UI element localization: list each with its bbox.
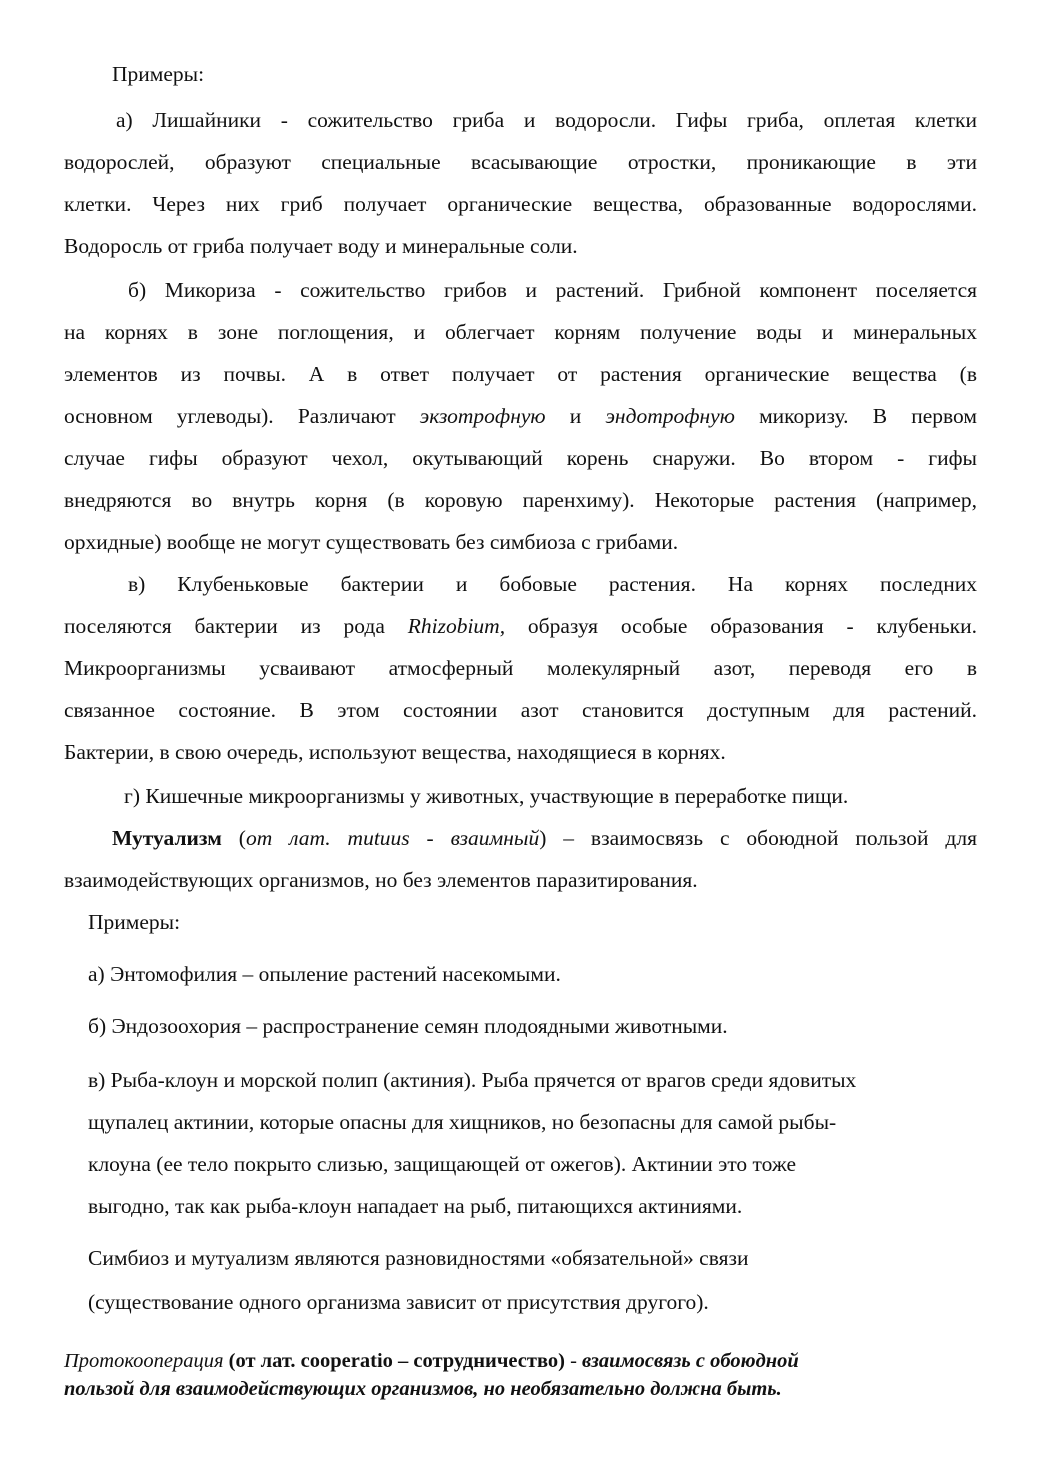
examples-heading-1: Примеры:	[112, 62, 205, 86]
protocooperation-line-1	[64, 1350, 977, 1373]
clownfish-line-1: в) Рыба-клоун и морской полип (актиния). Рыба прячется от врагов среди ядовитых	[88, 1068, 857, 1092]
protocooperation-line-2	[64, 1378, 977, 1401]
nodule-line-3: Микроорганизмы усваивают атмосферный молекулярный азот, переводя его в	[64, 656, 977, 680]
summary-line-2: (существование одного организма зависит от присутствия другого).	[88, 1290, 709, 1314]
mutualism-etymology: от лат. mutuus - взаимный	[245, 826, 540, 850]
mycorrhiza-line-5: случае гифы образуют чехол, окутывающий корень снаружи. Во втором - гифы	[64, 446, 977, 470]
nodule-line-5: Бактерии, в свою очередь, используют вещества, находящиеся в корнях.	[64, 740, 726, 764]
nodule-text: поселяются бактерии из рода	[64, 614, 408, 638]
mycorrhiza-text: основном углеводы). Различают	[64, 404, 420, 428]
lichens-line-1: а) Лишайники - сожительство гриба и водоросли. Гифы гриба, оплетая клетки	[116, 108, 977, 132]
mycorrhiza-text: и	[545, 404, 606, 428]
lichens-line-2: водорослей, образуют специальные всасывающие отростки, проникающие в эти	[64, 150, 977, 174]
mutualism-line-1	[112, 826, 977, 851]
mutualism-text: ) – взаимосвязь с обоюдной пользой для	[539, 826, 977, 850]
nodule-line-1: в) Клубеньковые бактерии и бобовые растения. На корнях последних	[128, 572, 977, 596]
nodule-line-4: связанное состояние. В этом состоянии азот становится доступным для растений.	[64, 698, 977, 722]
mutualism-term: Мутуализм	[112, 826, 222, 850]
endotrophic-term: эндотрофную	[605, 404, 735, 428]
mutualism-text: (	[221, 826, 246, 850]
nodule-line-2	[64, 614, 977, 639]
lichens-line-4: Водоросль от гриба получает воду и минеральные соли.	[64, 234, 578, 258]
clownfish-line-3: клоуна (ее тело покрыто слизью, защищающей от ожегов). Актинии это тоже	[88, 1152, 796, 1176]
examples-heading-2: Примеры:	[88, 910, 181, 934]
mycorrhiza-line-2: на корнях в зоне поглощения, и облегчает корням получение воды и минеральных	[64, 320, 977, 344]
clownfish-line-2: щупалец актинии, которые опасны для хищников, но безопасны для самой рыбы-	[88, 1110, 837, 1134]
ectotrophic-term: экзотрофную	[419, 404, 546, 428]
mycorrhiza-line-7: орхидные) вообще не могут существовать без симбиоза с грибами.	[64, 530, 679, 554]
protocooperation-dash: -	[564, 1350, 583, 1372]
protocooperation-term: Протокооперация	[64, 1350, 224, 1372]
mycorrhiza-line-4	[64, 404, 977, 429]
mycorrhiza-line-1: б) Микориза - сожительство грибов и растений. Грибной компонент поселяется	[128, 278, 977, 302]
mycorrhiza-text: микоризу. В первом	[734, 404, 978, 428]
entomophily-item: а) Энтомофилия – опыление растений насекомыми.	[88, 962, 561, 986]
clownfish-line-4: выгодно, так как рыба-клоун нападает на рыб, питающихся актиниями.	[88, 1194, 743, 1218]
gut-microorganisms-item: г) Кишечные микроорганизмы у животных, участвующие в переработке пищи.	[124, 784, 849, 808]
protocooperation-definition: взаимосвязь с обоюдной	[582, 1350, 799, 1372]
protocooperation-definition: пользой для взаимодействующих организмов, но необязательно должна быть.	[64, 1378, 782, 1400]
mutualism-line-2: взаимодействующих организмов, но без элементов паразитирования.	[64, 868, 698, 892]
protocooperation-etymology: (от лат. cooperatio – сотрудничество)	[223, 1350, 565, 1372]
mycorrhiza-line-3: элементов из почвы. А в ответ получает от растения органические вещества (в	[64, 362, 977, 386]
summary-line-1: Симбиоз и мутуализм являются разновидностями «обязательной» связи	[88, 1246, 749, 1270]
mycorrhiza-line-6: внедряются во внутрь корня (в коровую паренхиму). Некоторые растения (например,	[64, 488, 977, 512]
nodule-text: образуя особые образования - клубеньки.	[505, 614, 977, 638]
lichens-line-3: клетки. Через них гриб получает органические вещества, образованные водорослями.	[64, 192, 977, 216]
rhizobium-term: Rhizobium,	[407, 614, 506, 638]
endozoochory-item: б) Эндозоохория – распространение семян плодоядными животными.	[88, 1014, 728, 1038]
